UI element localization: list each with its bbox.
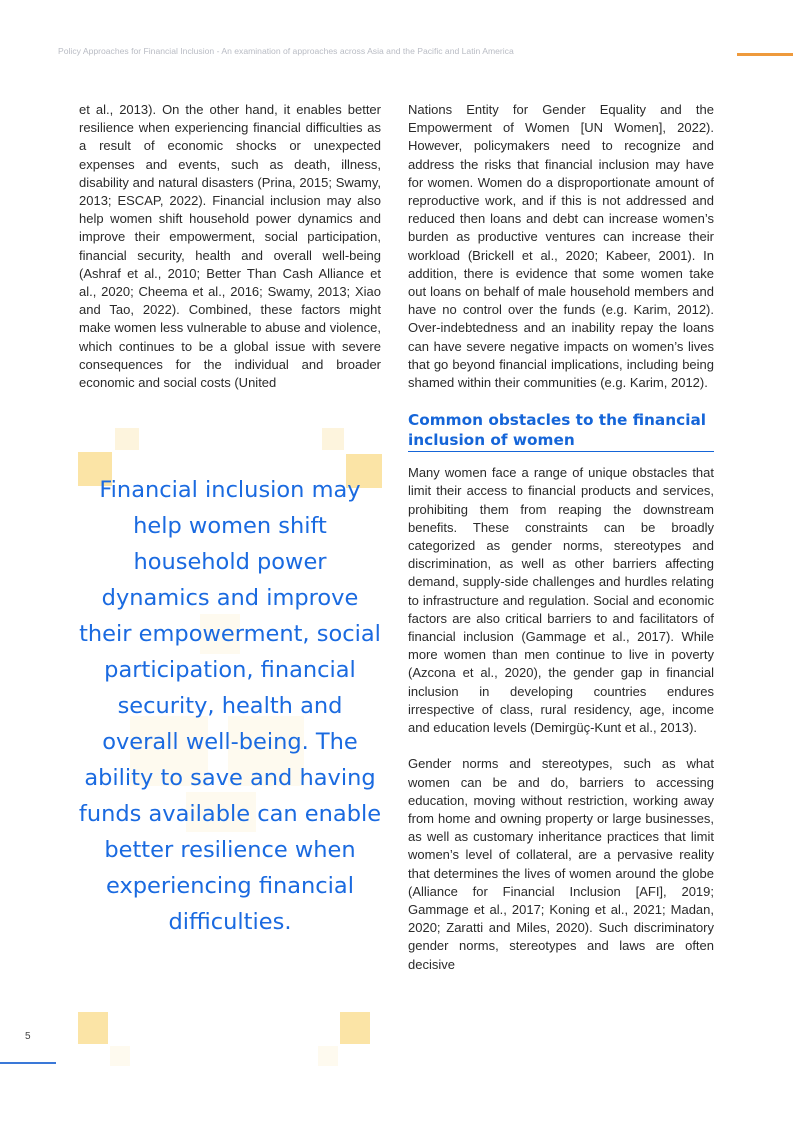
- header-accent-rule: [737, 53, 793, 56]
- decor-square: [78, 1012, 108, 1044]
- pull-quote-text: Financial inclusion may help women shift household power dynamics and improve their empowerment, social participation, financial security, health and overall well-being. The ability to save and having funds available can enable better resilience when experiencing financial difficulties.: [78, 477, 382, 935]
- decor-square: [110, 1046, 130, 1066]
- pull-quote-box: [78, 428, 382, 1068]
- right-body-paragraph-2: Gender norms and stereotypes, such as what women can be and do, barriers to accessing education, moving without restriction, working away from home and owning property or large businesses, as well as customary inheritance practices that limit women’s level of collateral, are a pervasive reality that determines the lives of women around the globe (Alliance for Financial Inclusion [AFI], 2019; Gammage et al., 2017; Koning et al., 2021; Madan, 2020; Zaratti and Miles, 2020). Such discriminatory gender norms, stereotypes and laws are often decisive: [408, 756, 714, 972]
- running-header: Policy Approaches for Financial Inclusion - An examination of approaches across Asia and the Pacific and Latin America: [58, 46, 514, 56]
- left-column: [79, 101, 381, 392]
- footer-accent-rule: [0, 1062, 56, 1064]
- right-body-paragraph-1: Many women face a range of unique obstacles that limit their access to financial products and services, prohibiting them from reaping the downstream benefits. These constraints can be broadly categorized as gender norms, stereotypes and discrimination, as well as other barriers affecting demand, supply-side challenges and hurdles relating to infrastructure and regulation. Social and economic factors are also critical barriers to and facilitators of financial inclusion (Gammage et al., 2017). While more women than men continue to live in poverty (Azcona et al., 2020), the gender gap in financial inclusion in developing countries endures irrespective of class, rural residency, age, income and education levels (Demirgüç-Kunt et al., 2013).: [408, 465, 714, 736]
- right-intro-paragraph: Nations Entity for Gender Equality and the Empowerment of Women [UN Women], 2022). However, policymakers need to recognize and address the risks that financial inclusion may have for women. Women do a disproportionate amount of reproductive work, and if this is not addressed and reduced then loans and debt can increase women’s burden as productive ventures can increase their workload (Brickell et al., 2020; Kabeer, 2001). In addition, there is evidence that some women take out loans on behalf of male household members and have no control over the funds (e.g. Karim, 2012). Over-indebtedness and an inability repay the loans can have severe negative impacts on women’s lives that go beyond financial implications, including being shamed within their communities (e.g. Karim, 2012).: [408, 102, 714, 391]
- decor-square: [340, 1012, 370, 1044]
- left-body-paragraph: et al., 2013). On the other hand, it enables better resilience when experiencing financial difficulties as a result of economic shocks or unexpected expenses and events, such as death, illness, disability and natural disasters (Prina, 2015; Swamy, 2013; ESCAP, 2022). Financial inclusion may also help women shift household power dynamics and improve their empowerment, social participation, financial security, health and overall well-being (Ashraf et al., 2010; Better Than Cash Alliance et al., 2020; Cheema et al., 2016; Swamy, 2013; Xiao and Tao, 2022). Combined, these factors might make women less vulnerable to abuse and violence, which continues to be a global issue with severe consequences for the individual and broader economic and social costs (United: [79, 102, 381, 391]
- page-number: 5: [25, 1031, 31, 1042]
- right-column: [408, 101, 714, 974]
- section-heading: Common obstacles to the financial inclusion of women: [408, 410, 714, 452]
- decor-square: [322, 428, 344, 450]
- decor-square: [115, 428, 139, 450]
- decor-square: [318, 1046, 338, 1066]
